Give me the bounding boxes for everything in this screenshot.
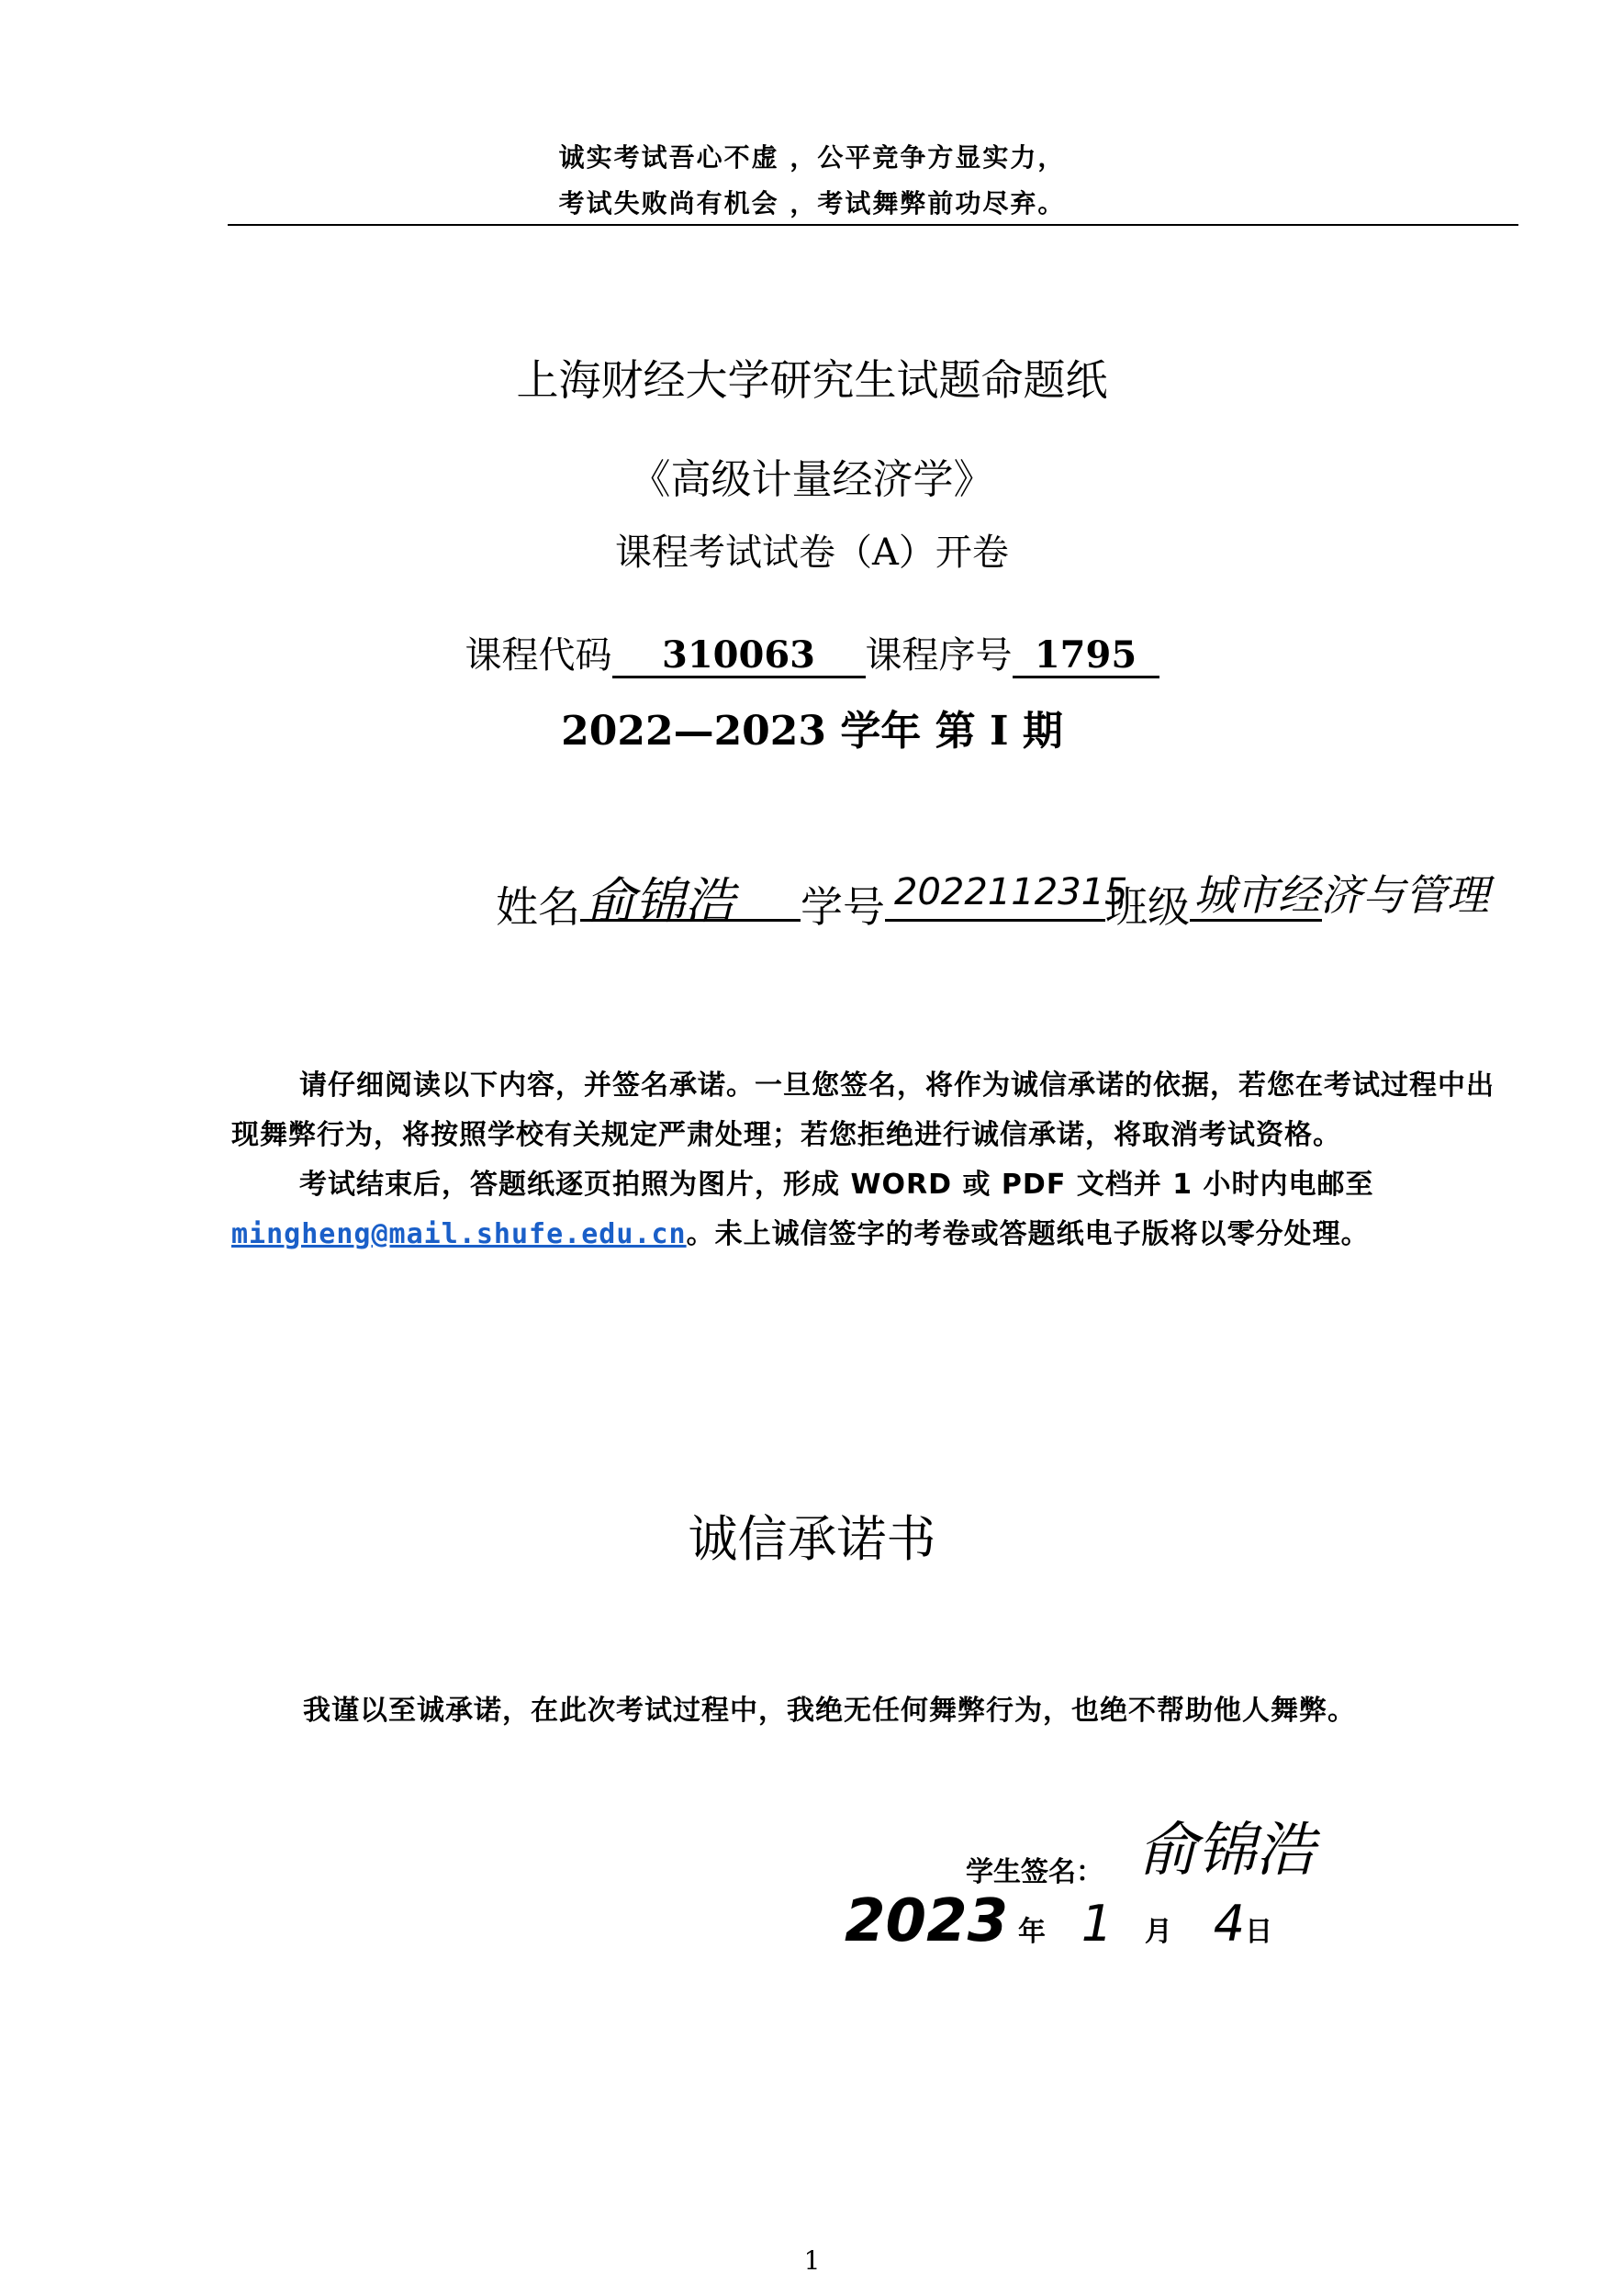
signature-label: 学生签名： bbox=[966, 1856, 1103, 1888]
header-divider bbox=[228, 224, 1518, 226]
name-field bbox=[580, 872, 801, 930]
instructions bbox=[231, 1061, 1517, 1259]
course-seq-value: 1795 bbox=[1013, 635, 1159, 678]
date-day-unit: 日 bbox=[1245, 1916, 1273, 1948]
date-year-unit: 年 bbox=[1017, 1916, 1046, 1948]
pledge-title: 诚信承诺书 bbox=[688, 1510, 936, 1568]
motto-line-2: 考试失败尚有机会 ，考试舞弊前功尽弃。 bbox=[558, 188, 1066, 218]
instruction-2-text: 考试结束后，答题纸逐页拍照为图片，形成 WORD 或 PDF 文档并 1 小时内电邮至 bbox=[299, 1169, 1374, 1201]
exam-type: 课程考试试卷（A）开卷 bbox=[615, 532, 1009, 574]
instruction-paragraph-2 bbox=[231, 1160, 1517, 1259]
date-month-handwritten: 1 bbox=[1081, 1895, 1114, 1953]
class-field bbox=[1190, 870, 1489, 922]
course-code-line bbox=[0, 626, 1624, 678]
date-year-handwritten: 2023 bbox=[845, 1887, 1009, 1955]
signature-date bbox=[845, 1887, 1272, 1955]
course-code-label: 课程代码 bbox=[465, 634, 612, 677]
name-label: 姓名 bbox=[496, 882, 580, 932]
id-field bbox=[885, 871, 1128, 922]
id-label: 学号 bbox=[801, 882, 885, 932]
pledge-text: 我谨以至诚承诺，在此次考试过程中，我绝无任何舞弊行为，也绝不帮助他人舞弊。 bbox=[303, 1695, 1356, 1727]
student-info-line bbox=[496, 870, 1489, 935]
instruction-paragraph-1: 请仔细阅读以下内容，并签名承诺。一旦您签名，将作为诚信承诺的依据，若您在考试过程中出现舞弊行为，将按照学校有关规定严肃处理；若您拒绝进行诚信承诺，将取消考试资格。 bbox=[231, 1069, 1495, 1151]
academic-year: 2022—2023 学年 第 I 期 bbox=[561, 708, 1063, 755]
course-code-value: 310063 bbox=[612, 635, 866, 678]
id-handwritten: 2022112315 bbox=[894, 871, 1128, 913]
course-title: 《高级计量经济学》 bbox=[630, 456, 994, 503]
course-seq-label: 课程序号 bbox=[865, 634, 1013, 677]
date-day-handwritten: 4 bbox=[1213, 1895, 1246, 1953]
university-title: 上海财经大学研究生试题命题纸 bbox=[516, 355, 1108, 405]
class-handwritten: 城市经济与管理 bbox=[1193, 870, 1489, 920]
email-link[interactable]: mingheng@mail.shufe.edu.cn bbox=[231, 1218, 687, 1250]
name-handwritten: 俞锦浩 bbox=[586, 872, 734, 930]
instruction-2-tail: 。未上诚信签字的考卷或答题纸电子版将以零分处理。 bbox=[686, 1218, 1370, 1250]
motto-line-1: 诚实考试吾心不虚 ，公平竞争方显实力， bbox=[558, 142, 1066, 173]
class-label: 班级 bbox=[1105, 882, 1190, 932]
date-month-unit: 月 bbox=[1144, 1916, 1172, 1948]
page-number: 1 bbox=[803, 2245, 821, 2276]
signature-handwritten: 俞锦浩 bbox=[1138, 1817, 1315, 1885]
